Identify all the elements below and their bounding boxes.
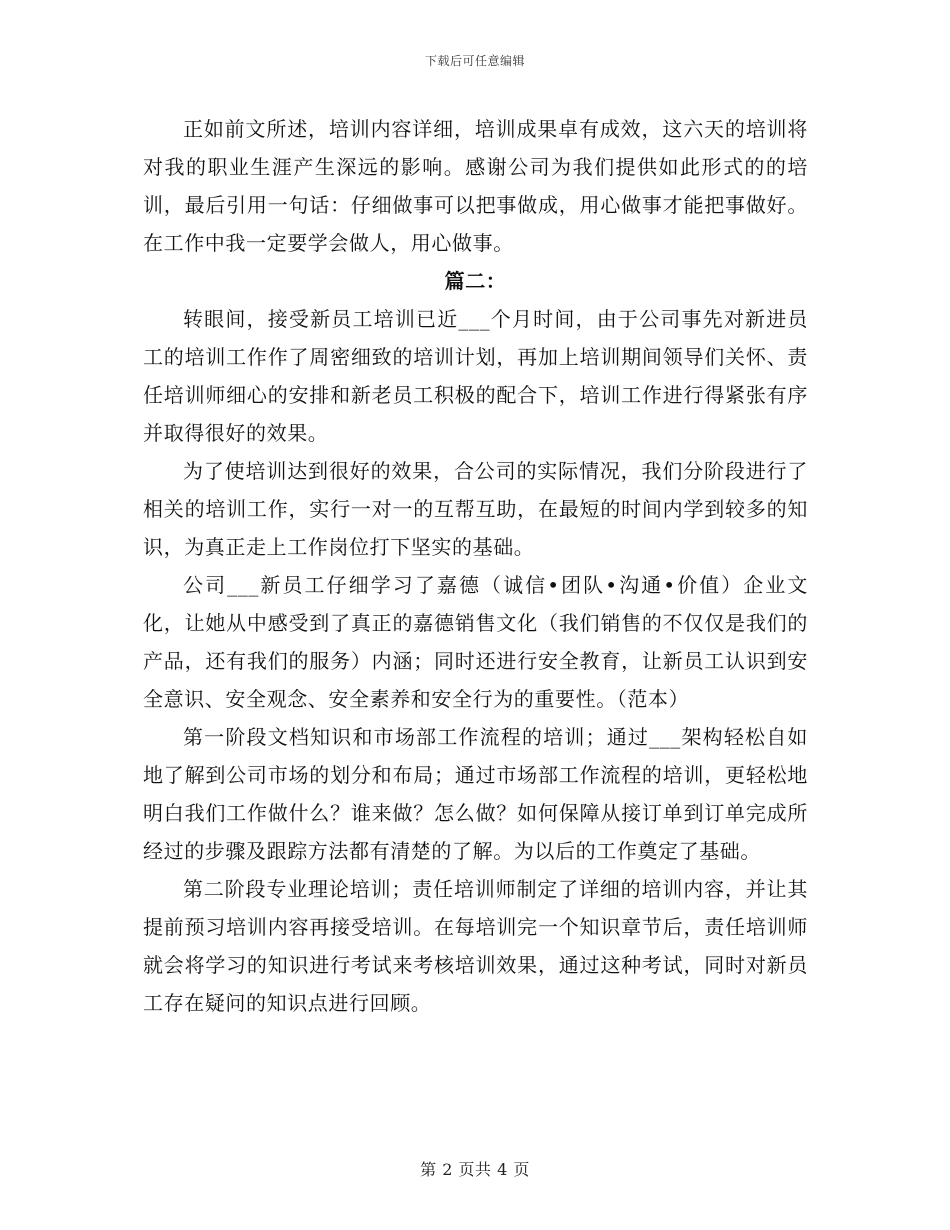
paragraph-culture: 公司___新员工仔细学习了嘉德（诚信•团队•沟通•价值）企业文化，让她从中感受到了真正的嘉德销售文化（我们销售的不仅仅是我们的产品，还有我们的服务）内涵；同时还进行安全教育，让新员工认识到安全意识、安全观念、安全素养和安全行为的重要性。（范本） bbox=[143, 573, 808, 711]
page-number: 第 2 页共 4 页 bbox=[420, 1160, 530, 1179]
paragraph-intro: 转眼间，接受新员工培训已近___个月时间，由于公司事先对新进员工的培训工作作了周密细致的培训计划，再加上培训期间领导们关怀、责任培训师细心的安排和新老员工积极的配合下，培训工作进行得紧张有序并取得很好的效果。 bbox=[143, 307, 808, 445]
paragraph-stage-one: 第一阶段文档知识和市场部工作流程的培训；通过___架构轻松自如地了解到公司市场的划分和布局；通过市场部工作流程的培训，更轻松地明白我们工作做什么？谁来做？怎么做？如何保障从接订单到订单完成所经过的步骤及跟踪方法都有清楚的了解。为以后的工作奠定了基础。 bbox=[143, 725, 808, 863]
section-heading: 篇二： bbox=[444, 269, 507, 293]
paragraph-stage-two: 第二阶段专业理论培训；责任培训师制定了详细的培训内容，并让其提前预习培训内容再接受培训。在每培训完一个知识章节后，责任培训师就会将学习的知识进行考试来考核培训效果，通过这种考试，同时对新员工存在疑问的知识点进行回顾。 bbox=[143, 877, 808, 1015]
document-body bbox=[143, 110, 808, 1022]
paragraph-stages: 为了使培训达到很好的效果，合公司的实际情况，我们分阶段进行了相关的培训工作，实行一对一的互帮互助，在最短的时间内学到较多的知识，为真正走上工作岗位打下坚实的基础。 bbox=[143, 459, 808, 559]
page-header: 下载后可任意编辑 bbox=[424, 54, 525, 68]
paragraph-conclusion: 正如前文所述，培训内容详细，培训成果卓有成效，这六天的培训将对我的职业生涯产生深远的影响。感谢公司为我们提供如此形式的的培训，最后引用一句话：仔细做事可以把事做成，用心做事才能把事做好。在工作中我一定要学会做人，用心做事。 bbox=[143, 117, 808, 255]
